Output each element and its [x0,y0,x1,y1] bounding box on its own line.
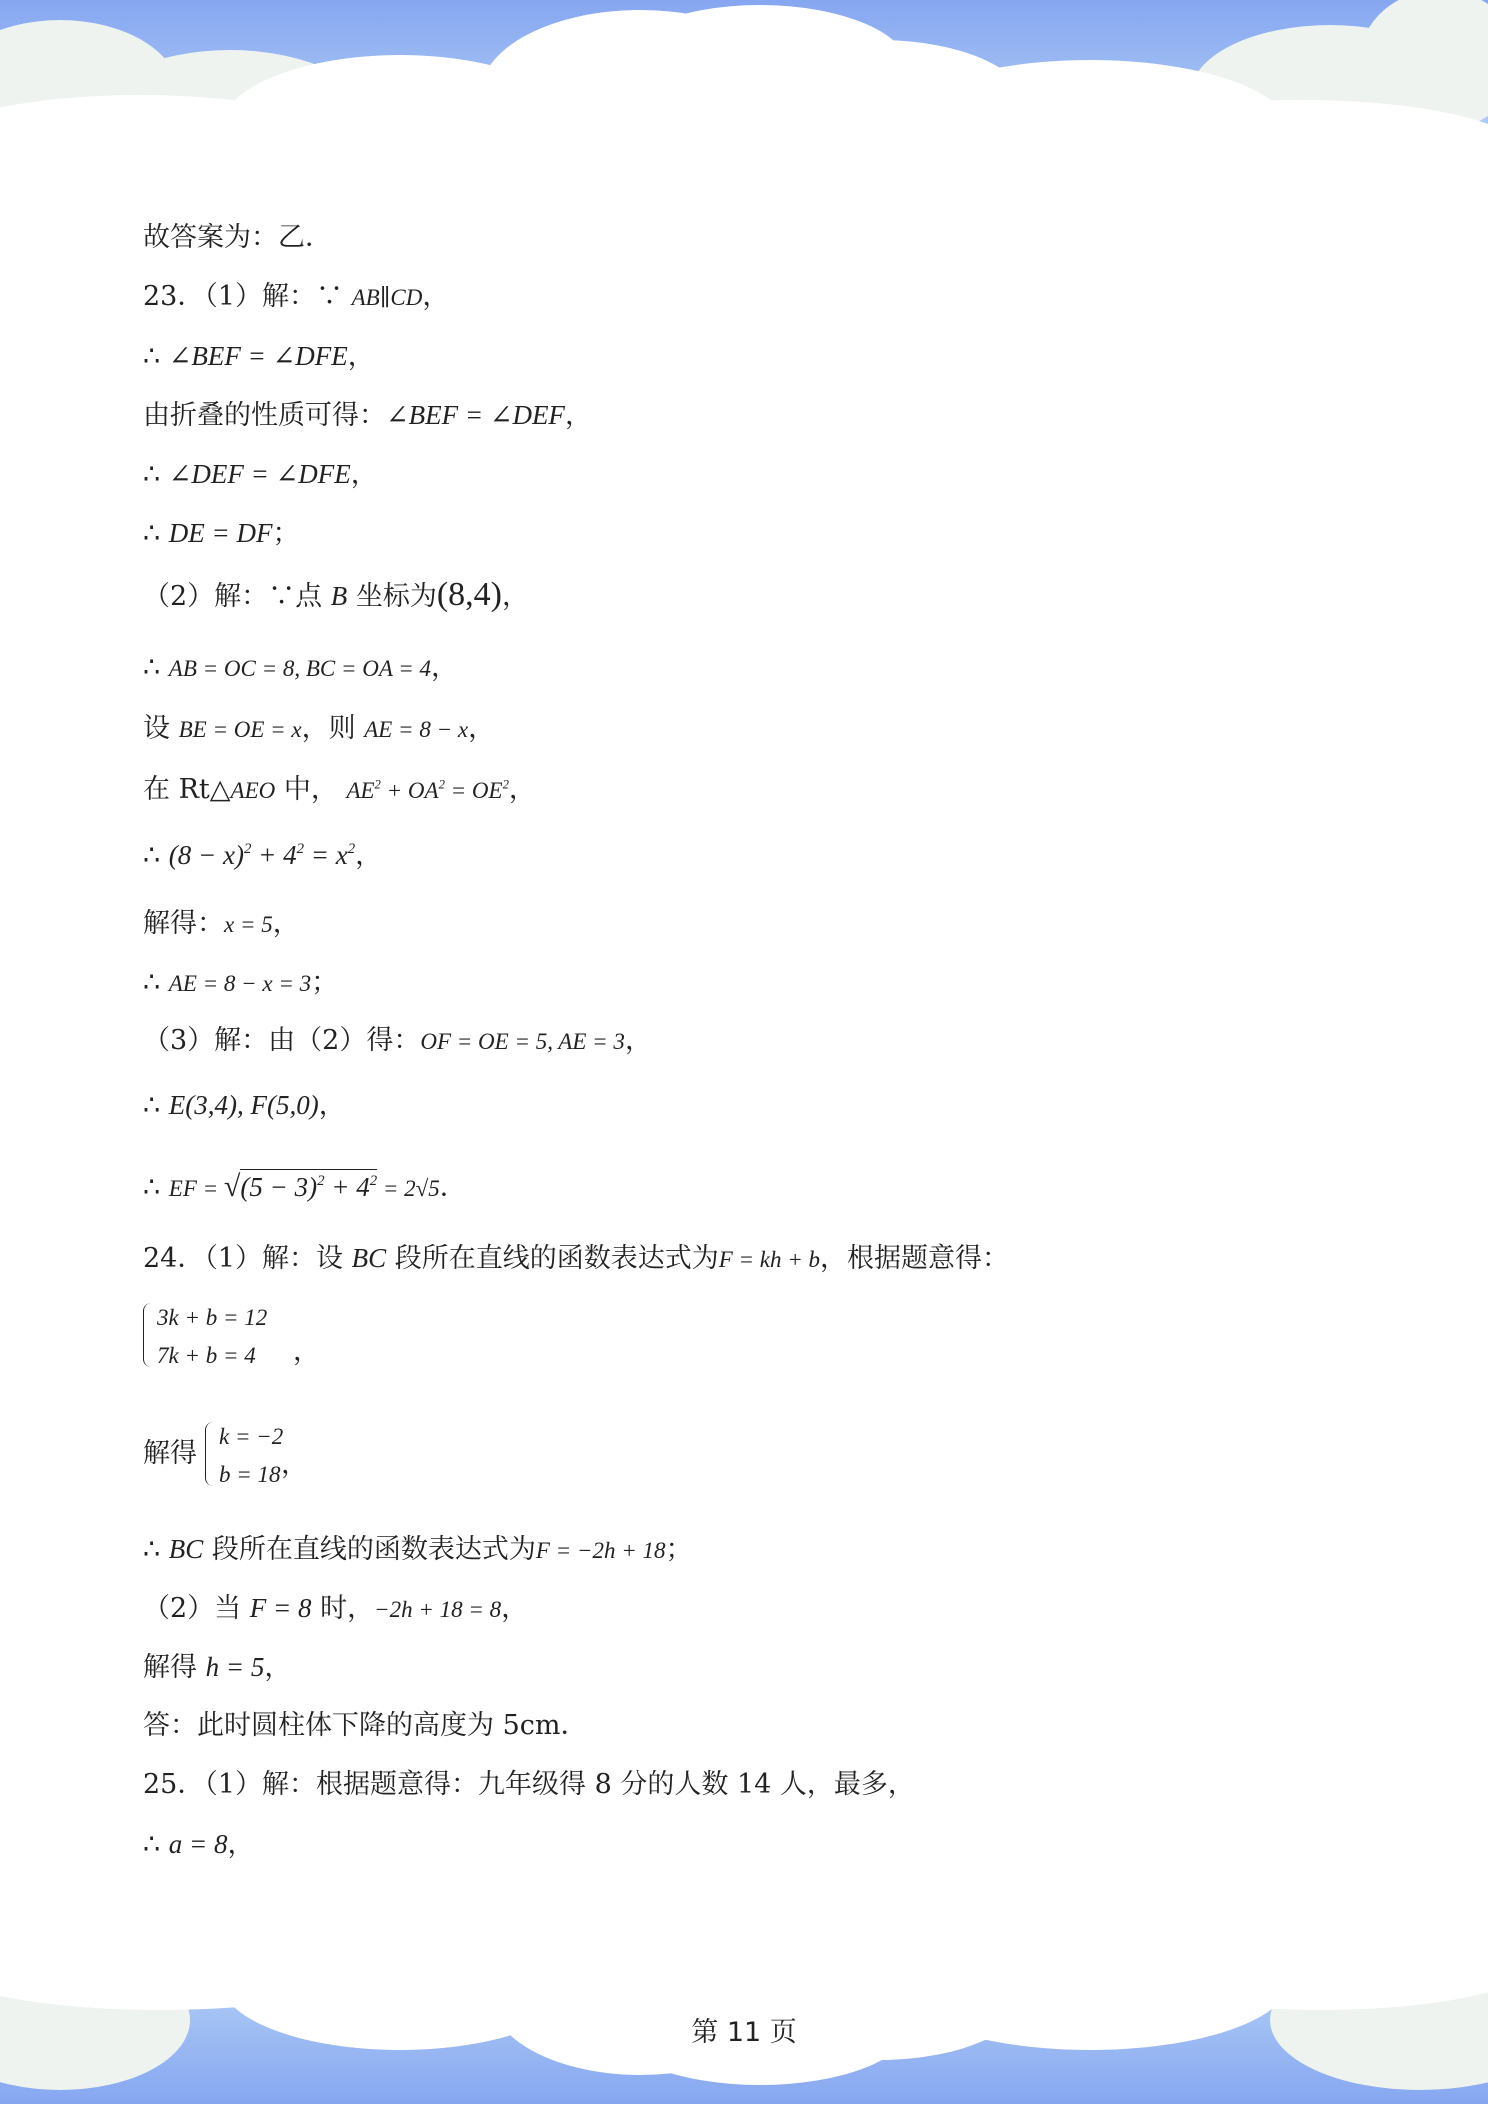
punctuation: ， [293,1336,320,1367]
math-line: ∴ AB = OC = 8, BC = OA = 4， [143,652,459,683]
text-line: 24．（1）解：设 BC 段所在直线的函数表达式为F = kh + b，根据题意得： [143,1243,1010,1274]
text-line: （2）当 F = 8 时，−2h + 18 = 8， [143,1593,529,1624]
math-line: ∴ $(8 - x)^2 + 4^2 = x^2$， [143,840,383,871]
text-line: 解得 h = 5， [143,1652,292,1683]
text-line: 23．（1）解：∵ AB∥CD， [143,281,450,312]
text-line: 解得 [143,1438,197,1469]
math-line: 由折叠的性质可得：∠BEF = ∠DEF， [143,400,592,431]
math-line: ∴ DE = DF； [143,518,300,549]
math-line: 在 Rt△AEO 中， $AE^2 + OA^2 = OE^2$， [143,774,536,805]
equation-system [143,1303,443,1373]
answer-line: 答：此时圆柱体下降的高度为 5cm． [143,1710,588,1741]
page-number: 第 11 页 [691,2017,797,2048]
text-line: （2）解：∵点 B 坐标为(8,4)， [143,576,530,613]
equation-system [205,1422,405,1492]
text-line: 故答案为：乙． [143,222,332,253]
equation-row: b = 18 [219,1462,281,1487]
math-line: ∴ EF = $√(5 - 3)^2 + 4^2 = 2√5$． [143,1170,467,1203]
text-line: ∴ BC 段所在直线的函数表达式为F = −2h + 18； [143,1534,693,1565]
equation-row: 7k + b = 4 [157,1343,256,1368]
math-line: ∴ ∠BEF = ∠DFE， [143,341,375,372]
header-cloud-banner [0,0,1488,160]
math-line: ∴ E(3,4), F(5,0)， [143,1090,346,1121]
math-line: ∴ a = 8， [143,1829,255,1860]
text-line: 25．（1）解：根据题意得：九年级得 8 分的人数 14 人，最多， [143,1769,915,1800]
math-line: 设 BE = OE = x，则 AE = 8 − x， [143,713,496,744]
left-brace [143,1303,154,1367]
equation-row: 3k + b = 12 [157,1305,268,1330]
math-line: ∴ AE = 8 − x = 3； [143,967,339,998]
math-line: （3）解：由（2）得：OF = OE = 5, AE = 3， [143,1025,652,1056]
left-brace [205,1422,216,1486]
equation-row: k = −2 [219,1424,284,1449]
math-line: 解得：x = 5， [143,908,300,939]
math-line: ∴ ∠DEF = ∠DFE， [143,459,378,490]
punctuation: ， [281,1449,308,1480]
